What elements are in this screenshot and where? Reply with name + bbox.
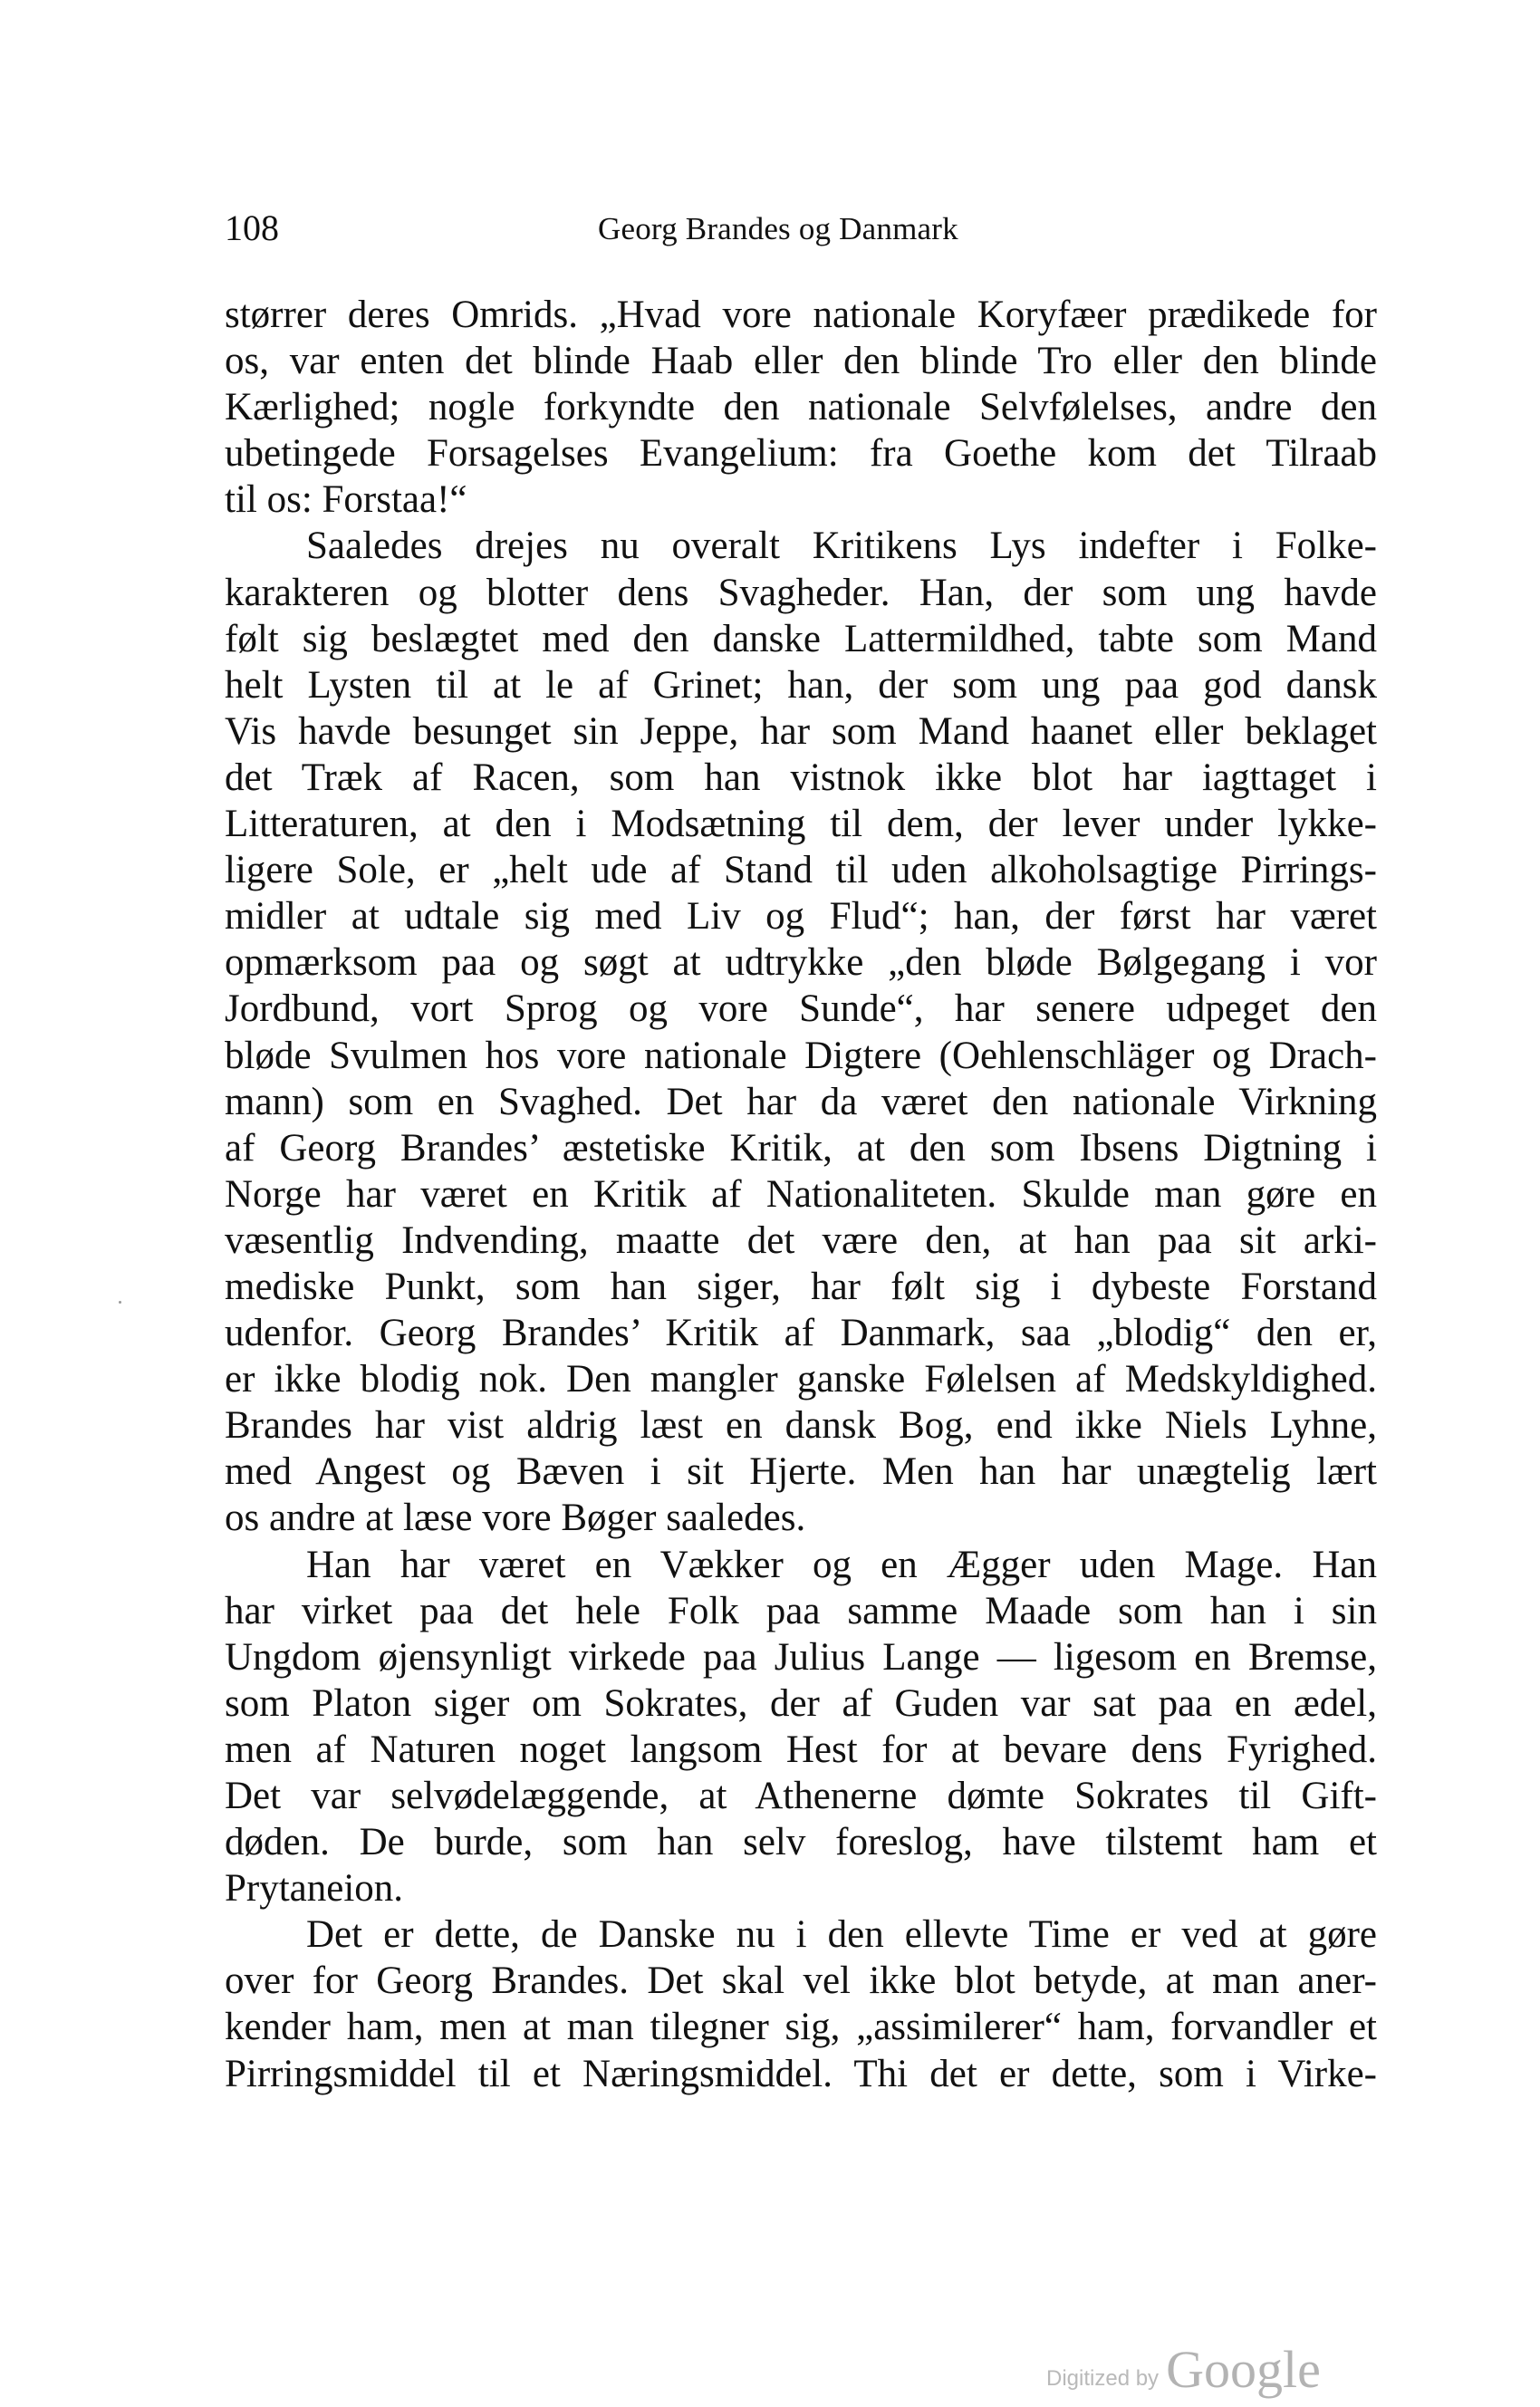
text-line: Ungdom øjensynligt virkede paa Julius Lange — ligesom en Bremse, (225, 1635, 1377, 1679)
text-line: os, var enten det blinde Haab eller den blinde Tro eller den blinde (225, 340, 1377, 383)
text-line: ligere Sole, er „helt ude af Stand til uden alkoholsagtige Pirrings- (225, 849, 1377, 892)
watermark-prefix: Digitized by (1046, 2366, 1160, 2391)
text-line: helt Lysten til at le af Grinet; han, der som ung paa god dansk (225, 663, 1377, 707)
text-line: mediske Punkt, som han siger, har følt sig i dybeste Forstand (225, 1265, 1377, 1308)
text-line: mann) som en Svaghed. Det har da været den nationale Virkning (225, 1080, 1377, 1123)
text-line: Kærlighed; nogle forkyndte den nationale Selvfølelses, andre den (225, 386, 1377, 429)
text-line: med Angest og Bæven i sit Hjerte. Men han har unægtelig lært (225, 1450, 1377, 1494)
text-line: bløde Svulmen hos vore nationale Digtere (Oehlenschläger og Drach- (225, 1034, 1377, 1077)
text-line: Det var selvødelæggende, at Athenerne dømte Sokrates til Gift- (225, 1775, 1377, 1817)
text-line: Vis havde besunget sin Jeppe, har som Mand haanet eller beklaget (225, 709, 1377, 753)
text-line: døden. De burde, som han selv foreslog, have tilstemt ham et (225, 1821, 1377, 1864)
text-line: midler at udtale sig med Liv og Flud“; han, der først har været (225, 895, 1377, 939)
text-line: udenfor. Georg Brandes’ Kritik af Danmark, saa „blodig“ den er, (225, 1312, 1377, 1355)
text-line: som Platon siger om Sokrates, der af Guden var sat paa en ædel, (225, 1681, 1377, 1725)
text-line: karakteren og blotter dens Svagheder. Han, der som ung havde (225, 571, 1377, 614)
running-title: Georg Brandes og Danmark (598, 211, 958, 246)
text-line: Brandes har vist aldrig læst en dansk Bog, end ikke Niels Lyhne, (225, 1404, 1377, 1448)
body-text (225, 292, 1377, 2097)
text-line: Jordbund, vort Sprog og vore Sunde“, har senere udpeget den (225, 987, 1377, 1031)
text-line: størrer deres Omrids. „Hvad vore nationale Koryfæer prædikede for (225, 294, 1377, 336)
text-line: er ikke blodig nok. Den mangler ganske Følelsen af Medskyldighed. (225, 1358, 1377, 1401)
scan-speck (119, 1301, 121, 1304)
text-line: væsentlig Indvending, maatte det være den, at han paa sit arki- (225, 1218, 1377, 1262)
text-line: Prytaneion. (225, 1867, 404, 1911)
google-logo: Google (1166, 2340, 1321, 2399)
text-line: over for Georg Brandes. Det skal vel ikke blot betyde, at man aner- (225, 1959, 1377, 2003)
text-line: Pirringsmiddel til et Næringsmiddel. Thi det er dette, som i Virke- (225, 2052, 1377, 2095)
text-line: har virket paa det hele Folk paa samme Maade som han i sin (225, 1589, 1377, 1632)
text-line: opmærksom paa og søgt at udtrykke „den bløde Bølgegang i vor (225, 941, 1377, 985)
text-line: ubetingede Forsagelses Evangelium: fra Goethe kom det Tilraab (225, 432, 1377, 476)
text-line: det Træk af Racen, som han vistnok ikke blot har iagttaget i (225, 756, 1377, 799)
text-line: os andre at læse vore Bøger saaledes. (225, 1497, 806, 1540)
text-line: følt sig beslægtet med den danske Lattermildhed, tabte som Mand (225, 617, 1377, 660)
text-line: kender ham, men at man tilegner sig, „assimilerer“ ham, forvandler et (225, 2006, 1377, 2049)
text-line: Han har været en Vækker og en Ægger uden Mage. Han (306, 1543, 1377, 1586)
text-line: Litteraturen, at den i Modsætning til dem, der lever under lykke- (225, 803, 1377, 846)
page-number: 108 (225, 207, 279, 248)
text-line: Saaledes drejes nu overalt Kritikens Lys indefter i Folke- (306, 525, 1377, 568)
text-line: til os: Forstaa!“ (225, 478, 467, 522)
text-line: men af Naturen noget langsom Hest for at bevare dens Fyrighed. (225, 1728, 1377, 1771)
text-line: Det er dette, de Danske nu i den ellevte Time er ved at gøre (306, 1913, 1377, 1957)
digitized-watermark (1046, 2340, 1321, 2399)
text-line: Norge har været en Kritik af Nationaliteten. Skulde man gøre en (225, 1172, 1377, 1216)
text-line: af Georg Brandes’ æstetiske Kritik, at den som Ibsens Digtning i (225, 1126, 1377, 1170)
